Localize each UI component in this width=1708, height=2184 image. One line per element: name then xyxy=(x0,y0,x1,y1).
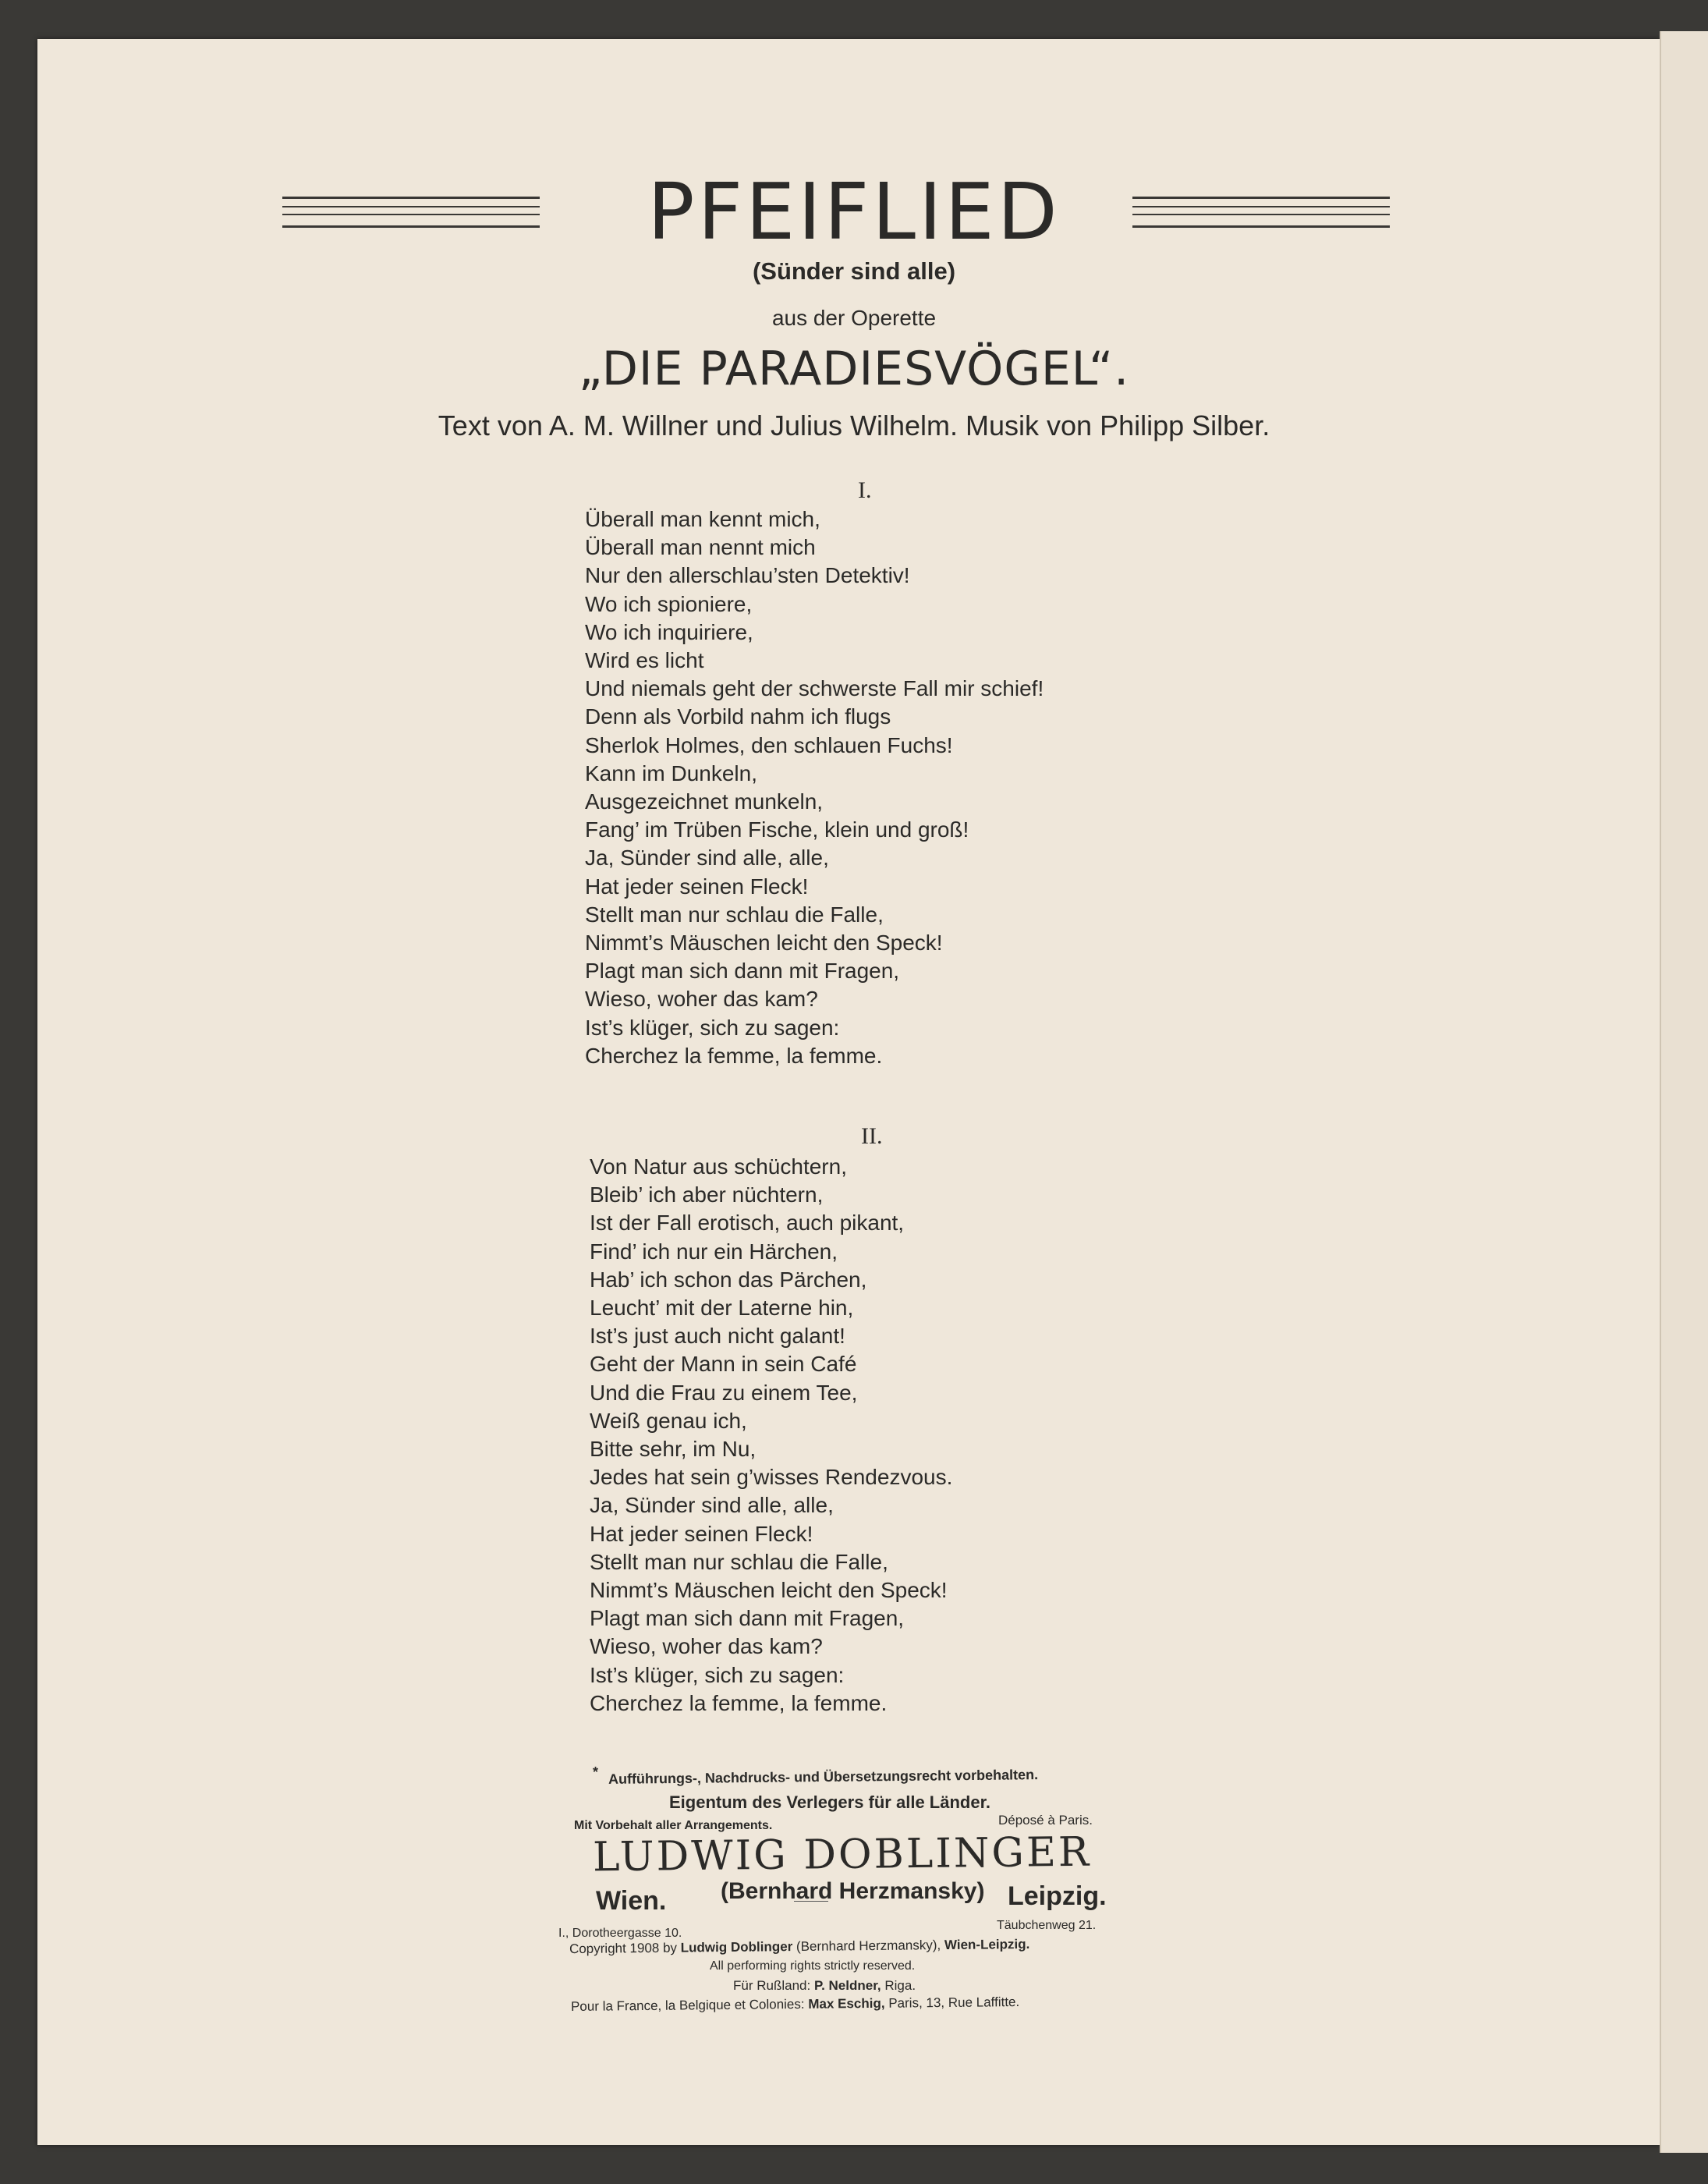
verse-line: Bleib’ ich aber nüchtern, xyxy=(590,1182,824,1207)
russia-city: Riga. xyxy=(884,1978,916,1993)
verse-line: Nur den allerschlau’sten Detektiv! xyxy=(585,563,910,588)
from-operetta-label: aus der Operette xyxy=(771,306,937,330)
credits-line: Text von A. M. Willner und Julius Wilhelm. Musik von Philipp Silber. xyxy=(438,410,1270,441)
song-subtitle: (Sünder sind alle) xyxy=(752,257,956,285)
copyright-prefix: Copyright 1908 by xyxy=(569,1940,678,1957)
verse-number: II. xyxy=(861,1123,883,1149)
russia-prefix: Für Rußland: xyxy=(733,1978,811,1993)
address-leipzig: Täubchenweg 21. xyxy=(997,1919,1097,1932)
verse-line: Find’ ich nur ein Härchen, xyxy=(590,1239,838,1264)
city-wien: Wien. xyxy=(596,1886,667,1916)
address-wien: I., Dorotheergasse 10. xyxy=(558,1927,682,1940)
verse-number: I. xyxy=(858,477,872,503)
performing-rights: All performing rights strictly reserved. xyxy=(710,1959,916,1973)
property-notice: Eigentum des Verlegers für alle Länder. xyxy=(669,1792,991,1812)
verse-line: Ist der Fall erotisch, auch pikant, xyxy=(590,1211,905,1236)
verse-line: Hab’ ich schon das Pärchen, xyxy=(590,1267,867,1292)
verse-line: Ist’s just auch nicht galant! xyxy=(590,1324,845,1349)
verse-line: Wieso, woher das kam? xyxy=(590,1634,823,1659)
verse-line: Überall man nennt mich xyxy=(585,535,816,560)
verse-line: Und niemals geht der schwerste Fall mir schief! xyxy=(585,676,1044,701)
verse-line: Wird es licht xyxy=(585,648,704,673)
verse-line: Geht der Mann in sein Café xyxy=(590,1352,857,1377)
verse-line: Plagt man sich dann mit Fragen, xyxy=(585,959,900,984)
publisher-name: LUDWIG DOBLINGER xyxy=(592,1828,1092,1881)
city-leipzig: Leipzig. xyxy=(1008,1881,1107,1911)
publisher-subtitle: (Bernhard Herzmansky) xyxy=(721,1878,985,1904)
footer-divider xyxy=(794,1901,828,1902)
verse-line: Cherchez la femme, la femme. xyxy=(585,1043,883,1068)
song-title: PFEIFLIED xyxy=(647,166,1061,257)
russia-agent: P. Neldner, xyxy=(813,1978,881,1993)
verse-line: Nimmt’s Mäuschen leicht den Speck! xyxy=(590,1578,948,1603)
verse-line: Wo ich inquiriere, xyxy=(585,619,753,644)
verse-line: Kann im Dunkeln, xyxy=(585,760,758,785)
verse-1 xyxy=(585,505,1044,1070)
verse-line: Wieso, woher das kam? xyxy=(585,987,818,1012)
france-address: Paris, 13, Rue Laffitte. xyxy=(888,1994,1020,2011)
copyright-cities: Wien-Leipzig. xyxy=(944,1936,1030,1953)
operetta-title: „DIE PARADIESVÖGEL“. xyxy=(578,342,1130,396)
verse-line: Stellt man nur schlau die Falle, xyxy=(585,902,884,927)
title-row xyxy=(0,166,1708,257)
verse-line: Nimmt’s Mäuschen leicht den Speck! xyxy=(585,931,943,956)
verse-line: Sherlok Holmes, den schlauen Fuchs! xyxy=(585,732,953,757)
verse-line: Ja, Sünder sind alle, alle, xyxy=(585,846,829,870)
verse-line: Bitte sehr, im Nu, xyxy=(590,1437,757,1462)
verse-line: Ausgezeichnet munkeln, xyxy=(585,789,824,814)
verse-line: Weiß genau ich, xyxy=(590,1408,747,1433)
copyright-publisher: Ludwig Doblinger xyxy=(680,1939,793,1955)
verse-line: Ist’s klüger, sich zu sagen: xyxy=(590,1662,845,1687)
verse-line: Stellt man nur schlau die Falle, xyxy=(590,1549,888,1574)
verse-line: Und die Frau zu einem Tee, xyxy=(590,1380,858,1405)
footer-asterisk: * xyxy=(593,1764,599,1780)
verse-line: Hat jeder seinen Fleck! xyxy=(585,874,809,899)
verse-line: Hat jeder seinen Fleck! xyxy=(590,1521,813,1546)
verse-line: Ja, Sünder sind alle, alle, xyxy=(590,1493,834,1518)
france-agent: Max Eschig, xyxy=(808,1995,885,2012)
arrangements-notice: Mit Vorbehalt aller Arrangements. xyxy=(574,1819,773,1832)
russia-agent-line xyxy=(733,1978,916,1994)
verse-line: Fang’ im Trüben Fische, klein und groß! xyxy=(585,817,969,842)
verse-line: Überall man kennt mich, xyxy=(585,507,820,531)
verse-line: Leucht’ mit der Laterne hin, xyxy=(590,1296,854,1321)
verse-2 xyxy=(590,1153,952,1718)
verse-line: Ist’s klüger, sich zu sagen: xyxy=(585,1015,840,1040)
verse-line: Jedes hat sein g’wisses Rendezvous. xyxy=(590,1465,953,1490)
verse-line: Plagt man sich dann mit Fragen, xyxy=(590,1606,905,1631)
depose-notice: Déposé à Paris. xyxy=(998,1813,1093,1828)
verse-line: Denn als Vorbild nahm ich flugs xyxy=(585,704,891,729)
verse-line: Wo ich spioniere, xyxy=(585,591,753,616)
verse-line: Cherchez la femme, la femme. xyxy=(590,1690,888,1715)
rights-notice: Aufführungs-, Nachdrucks- und Übersetzungsrecht vorbehalten. xyxy=(608,1767,1039,1787)
verse-line: Von Natur aus schüchtern, xyxy=(590,1154,847,1179)
france-prefix: Pour la France, la Belgique et Colonies: xyxy=(570,1996,805,2015)
copyright-middle: (Bernhard Herzmansky), xyxy=(796,1938,941,1955)
